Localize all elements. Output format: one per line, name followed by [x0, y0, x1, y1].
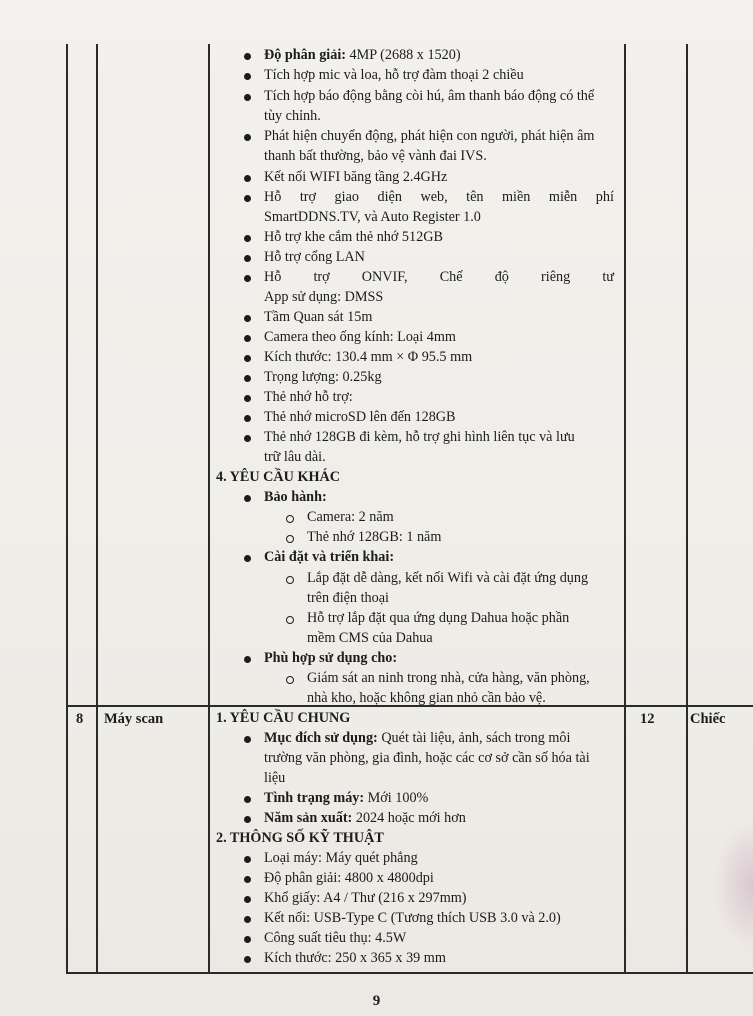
install-item-1: Lắp đặt dễ dàng, kết nối Wifi và cài đặt ứng dụng: [307, 570, 589, 586]
scanner-purpose-cont: trường văn phòng, gia đình, hoặc các cơ sở cần số hóa tài: [264, 750, 590, 766]
bullet: [244, 816, 251, 823]
bullet: [244, 956, 251, 963]
table-col-divider-2: [208, 44, 210, 974]
bullet: [244, 53, 251, 60]
section-heading-general-requirements: 1. YÊU CẦU CHUNG: [216, 710, 351, 726]
row8-item-name: Máy scan: [104, 711, 164, 727]
bullet: [244, 94, 251, 101]
scanner-spec-power: Công suất tiêu thụ: 4.5W: [264, 930, 407, 946]
section-heading-technical-specs: 2. THÔNG SỐ KỸ THUẬT: [216, 830, 384, 846]
suitability-label: Phù hợp sử dụng cho:: [264, 650, 398, 666]
table-border-left: [66, 44, 68, 974]
bullet: [244, 315, 251, 322]
scanner-spec-paper-size: Khổ giấy: A4 / Thư (216 x 297mm): [264, 890, 467, 906]
circle-bullet: [286, 576, 294, 584]
bullet: [244, 856, 251, 863]
table-border-bottom: [66, 972, 753, 974]
bullet: [244, 175, 251, 182]
spec-alarm-cont: tùy chỉnh.: [264, 108, 321, 124]
spec-lan: Hỗ trợ cổng LAN: [264, 249, 365, 265]
warranty-label: Bảo hành:: [264, 489, 327, 505]
row8-unit: Chiếc: [690, 711, 726, 727]
scanner-manufacture-year: Năm sản xuất: 2024 hoặc mới hơn: [264, 810, 466, 826]
spec-included-card-cont: trữ lâu dài.: [264, 449, 326, 465]
spec-dimensions: Kích thước: 130.4 mm × Φ 95.5 mm: [264, 349, 473, 365]
install-item-1-cont: trên điện thoại: [307, 590, 389, 606]
scanner-purpose: Mục đích sử dụng: Quét tài liệu, ảnh, sách trong môi: [264, 730, 571, 746]
scanner-purpose-cont2: liệu: [264, 770, 286, 786]
spec-web-interface: Hỗ trợ giao diện web, tên miền miễn phí: [264, 189, 614, 205]
scanner-spec-type: Loại máy: Máy quét phẳng: [264, 850, 418, 866]
bullet: [244, 255, 251, 262]
row8-quantity: 12: [640, 711, 655, 727]
spec-web-interface-cont: SmartDDNS.TV, và Auto Register 1.0: [264, 209, 481, 225]
bullet: [244, 195, 251, 202]
bullet: [244, 395, 251, 402]
bullet: [244, 275, 251, 282]
install-label: Cài đặt và triển khai:: [264, 549, 395, 565]
bullet: [244, 355, 251, 362]
bullet: [244, 415, 251, 422]
scanner-spec-resolution: Độ phân giải: 4800 x 4800dpi: [264, 870, 434, 886]
bullet: [244, 435, 251, 442]
bullet: [244, 936, 251, 943]
bullet: [244, 656, 251, 663]
suitability-item-cont: nhà kho, hoặc không gian nhỏ cần bảo vệ.: [307, 690, 546, 706]
spec-mic-speaker: Tích hợp mic và loa, hỗ trợ đàm thoại 2 chiều: [264, 67, 524, 83]
scan-shadow: [713, 820, 753, 950]
suitability-item: Giám sát an ninh trong nhà, cửa hàng, văn phòng,: [307, 670, 590, 686]
bullet: [244, 896, 251, 903]
install-item-2: Hỗ trợ lắp đặt qua ứng dụng Dahua hoặc phần: [307, 610, 570, 626]
table-col-divider-4: [686, 44, 688, 974]
bullet: [244, 495, 251, 502]
circle-bullet: [286, 616, 294, 624]
spec-onvif: Hỗ trợ ONVIF, Chế độ riêng tư: [264, 269, 614, 285]
spec-detection: Phát hiện chuyển động, phát hiện con người, phát hiện âm: [264, 128, 595, 144]
scanner-condition: Tình trạng máy: Mới 100%: [264, 790, 429, 806]
spec-app: App sử dụng: DMSS: [264, 289, 384, 305]
spec-wifi: Kết nối WIFI băng tầng 2.4GHz: [264, 169, 448, 185]
bullet: [244, 73, 251, 80]
bullet: [244, 375, 251, 382]
table-col-divider-3: [624, 44, 626, 974]
scanner-spec-dimensions: Kích thước: 250 x 365 x 39 mm: [264, 950, 446, 966]
table-col-divider-1: [96, 44, 98, 974]
circle-bullet: [286, 515, 294, 523]
bullet: [244, 134, 251, 141]
circle-bullet: [286, 535, 294, 543]
spec-included-card: Thẻ nhớ 128GB đi kèm, hỗ trợ ghi hình liên tục và lưu: [264, 429, 575, 445]
row8-stt: 8: [76, 711, 84, 727]
install-item-2-cont: mềm CMS của Dahua: [307, 630, 433, 646]
warranty-memory-card: Thẻ nhớ 128GB: 1 năm: [307, 529, 442, 545]
bullet: [244, 916, 251, 923]
spec-microsd: Thẻ nhớ microSD lên đến 128GB: [264, 409, 456, 425]
spec-card-support: Thẻ nhớ hỗ trợ:: [264, 389, 353, 405]
bullet: [244, 876, 251, 883]
bullet: [244, 736, 251, 743]
bullet: [244, 796, 251, 803]
circle-bullet: [286, 676, 294, 684]
spec-weight: Trọng lượng: 0.25kg: [264, 369, 382, 385]
spec-detection-cont: thanh bất thường, bảo vệ vành đai IVS.: [264, 148, 487, 164]
scanner-spec-connection: Kết nối: USB-Type C (Tương thích USB 3.0 và 2.0): [264, 910, 561, 926]
spec-card-slot: Hỗ trợ khe cắm thẻ nhớ 512GB: [264, 229, 443, 245]
section-heading-other-requirements: 4. YÊU CẦU KHÁC: [216, 469, 341, 485]
bullet: [244, 335, 251, 342]
spec-alarm: Tích hợp báo động bằng còi hú, âm thanh báo động có thể: [264, 88, 595, 104]
bullet: [244, 235, 251, 242]
page-number: 9: [372, 993, 381, 1009]
spec-resolution: Độ phân giải: 4MP (2688 x 1520): [264, 47, 461, 63]
warranty-camera: Camera: 2 năm: [307, 509, 394, 525]
bullet: [244, 555, 251, 562]
spec-lens: Camera theo ống kính: Loại 4mm: [264, 329, 456, 345]
spec-range: Tầm Quan sát 15m: [264, 309, 373, 325]
